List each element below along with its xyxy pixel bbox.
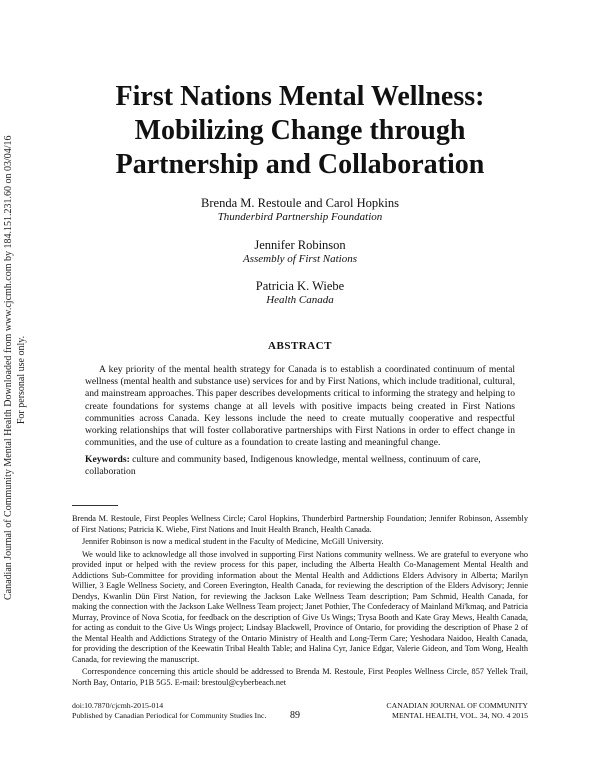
footer-right <box>386 701 528 720</box>
abstract-heading: ABSTRACT <box>268 340 332 352</box>
author-group-3 <box>100 279 500 307</box>
footer-left <box>72 701 266 720</box>
keywords-text: culture and community based, Indigenous knowledge, mental wellness, continuum of care, collaboration <box>85 454 481 478</box>
personal-use-notice: For personal use only. <box>16 335 27 425</box>
author-name: Brenda M. Restoule and Carol Hopkins <box>201 196 399 210</box>
acknowledgements-note: We would like to acknowledge all those involved in supporting First Nations community wellness. We are grateful to everyone who provided input or helped with the review process for this paper, including the Alberta Health Co-Management Mental Health and Addictions Sub-Committee for providing information about the Mental Health and Addictions Elders Advisory in Alberta; Marilyn Willier, 3 Eagle Wellness Society, and Coreen Everington, Health Canada, for reviewing the description of the Elders Advisory; Jennie Dendys, Kwanlin Dün First Nation, for reviewing the Jackson Lake Wellness Team description; Pam Schmid, Health Canada, for making the connection with the Jackson Lake Wellness Team project; Janet Pothier, The Confederacy of Mainland Mi'kmaq, and Patricia Murray, Province of Nova Scotia, for feedback on the description of Give Us Wings; Trysa Booth and Kate Gray Mews, Health Canada, for acting as conduit to the Give Us Wings project; Lindsay Blackwell, Province of Ontario, for providing the description of Phase 2 of the Mental Health and Addictions Strategy of the Ontario Ministry of Health and Long-Term Care; Yeshodara Naidoo, Health Canada, for providing the description of the Keewatin Tribal Health Table; and Halina Cyr, Janice Edgar, Valerie Gideon, and Tom Wong, Health Canada, for reviewing the manuscript. <box>72 549 528 664</box>
footnote-divider <box>72 505 118 506</box>
title-line-1: First Nations Mental Wellness: <box>115 81 485 112</box>
article-title <box>60 80 540 182</box>
page-number: 89 <box>290 710 300 721</box>
doi-link[interactable]: doi:10.7870/cjcmh-2015-014 <box>72 701 164 710</box>
correspondence-note: Correspondence concerning this article should be addressed to Brenda M. Restoule, First Peoples Wellness Circle, 857 Yellek Trail, North Bay, Ontario, P1B 5G5. E-mail: brestoul@cyberbeach.net <box>72 667 528 687</box>
student-note: Jennifer Robinson is now a medical student in the Faculty of Medicine, McGill University. <box>82 537 384 546</box>
title-line-3: Partnership and Collaboration <box>115 149 485 180</box>
author-name: Patricia K. Wiebe <box>255 279 345 293</box>
author-affiliation: Thunderbird Partnership Foundation <box>217 211 383 223</box>
abstract-text: A key priority of the mental health strategy for Canada is to establish a coordinated continuum of mental wellness (mental health and substance use) services for and by First Nations, which include traditional, cultural, and mainstream approaches. This paper describes developments critical to informing the strategy and helping to create foundations for systems change at all levels with positive impacts being created in First Nations communities across Canada. Key lessons include the need to create mutually cooperative and respectful working relationships that will foster collaborative partnerships with First Nations in order to effect change in communities, and the use of culture as a foundation to create lasting and meaningful change. <box>85 364 515 449</box>
author-affiliation: Assembly of First Nations <box>243 253 357 265</box>
author-affiliation: Health Canada <box>266 294 334 306</box>
download-notice: Canadian Journal of Community Mental Health Downloaded from www.cjcmh.com by 184.151.231.60 on 03/04/16 <box>3 135 14 600</box>
journal-name-line-1: CANADIAN JOURNAL OF COMMUNITY <box>386 701 528 710</box>
keywords <box>85 454 515 478</box>
author-group-2 <box>100 238 500 266</box>
title-line-2: Mobilizing Change through <box>134 115 466 146</box>
author-name: Jennifer Robinson <box>254 238 346 252</box>
download-watermark <box>2 135 36 600</box>
keywords-label: Keywords: <box>85 454 130 465</box>
journal-name-line-2: MENTAL HEALTH, VOL. 34, NO. 4 2015 <box>392 710 528 720</box>
author-group-1 <box>100 196 500 224</box>
publisher-line: Published by Canadian Periodical for Community Studies Inc. <box>72 710 267 720</box>
author-notes <box>72 514 528 690</box>
affiliations-note: Brenda M. Restoule, First Peoples Wellness Circle; Carol Hopkins, Thunderbird Partnership Foundation; Jennifer Robinson, Assembly of First Nations; Patricia K. Wiebe, First Nations and Inuit Health Branch, Health Canada. <box>72 514 528 534</box>
